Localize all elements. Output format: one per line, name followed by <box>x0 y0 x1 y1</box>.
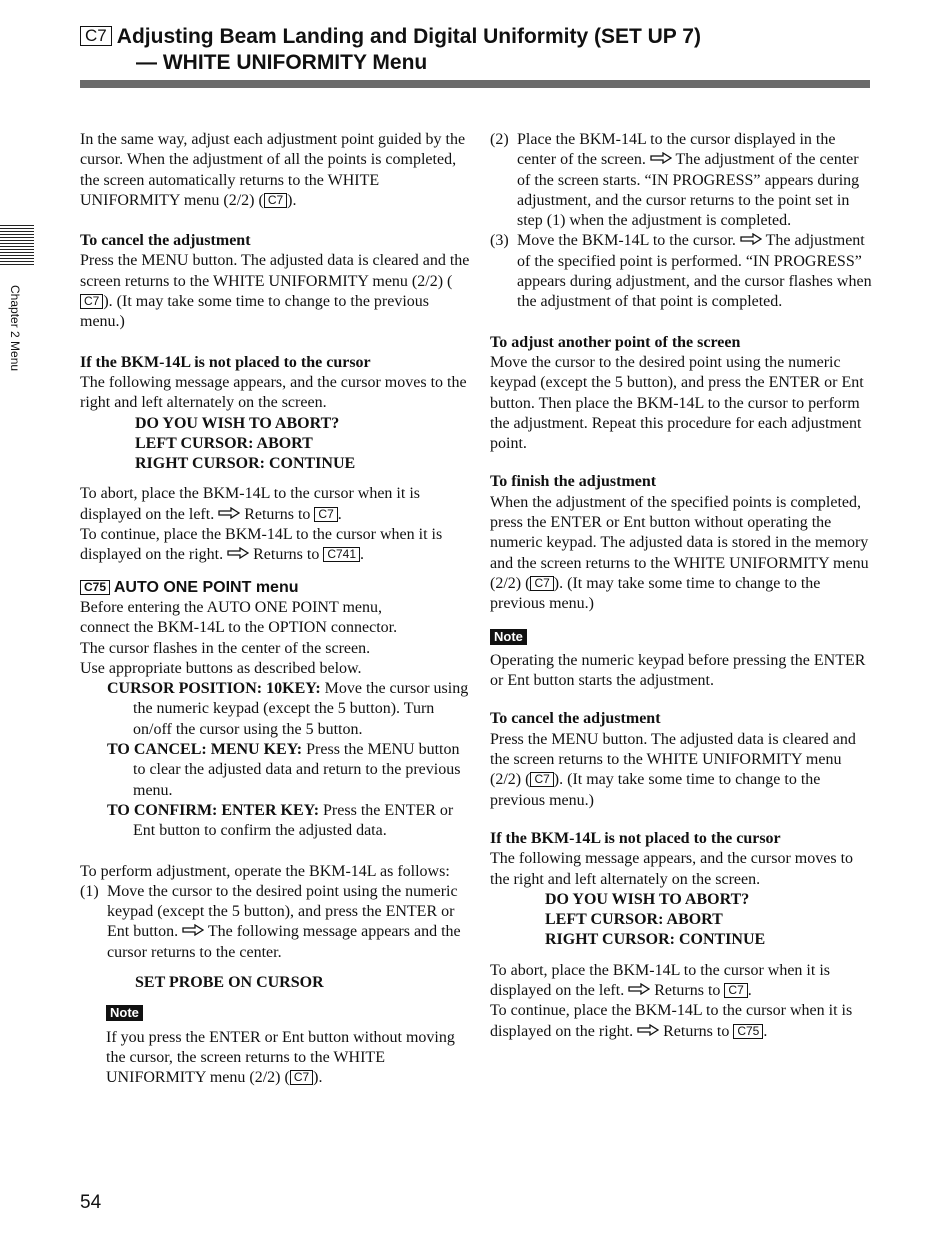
notplaced-paragraph: The following message appears, and the cursor moves to the right and left alternately on the screen. <box>490 850 854 888</box>
section-line-3: The cursor flashes in the center of the screen. <box>80 639 371 657</box>
another-paragraph: Move the cursor to the desired point using the numeric keypad (except the 5 button), and press the ENTER or Ent button. Then place the BKM-14L to the cursor to perform the adjustment. Repeat this procedure for each adjustment point. <box>490 353 864 453</box>
left-note <box>80 1003 470 1088</box>
arrow-right-icon <box>227 547 249 559</box>
ref-tag: C7 <box>314 507 337 522</box>
note-text: Operating the numeric keypad before pressing the ENTER or Ent button starts the adjustment. <box>490 651 866 690</box>
section-line-4: Use appropriate buttons as described below. <box>80 659 362 677</box>
continue-paragraph: To continue, place the BKM-14L to the cursor when it is displayed on the right. Returns to C741 . <box>80 526 443 564</box>
page-title <box>80 24 880 76</box>
section-tag: C7 <box>80 26 112 46</box>
finish-paragraph: When the adjustment of the specified points is completed, press the ENTER or Ent button without operating the numeric keypad. The adjusted data is stored in the memory and the screen returns to the WHITE UNIFORMITY menu (2/2) ( C7 ). (It may take some time to change to the previous menu.) <box>490 493 869 613</box>
title-line-1: Adjusting Beam Landing and Digital Uniformity (SET UP 7) <box>116 25 701 48</box>
notplaced-heading: If the BKM-14L is not placed to the cursor <box>80 353 371 371</box>
cancel-heading: To cancel the adjustment <box>80 232 251 250</box>
arrow-right-icon <box>637 1024 659 1036</box>
notplaced-heading: If the BKM-14L is not placed to the cursor <box>490 829 781 847</box>
arrow-right-icon <box>628 983 650 995</box>
page-number: 54 <box>80 1192 102 1213</box>
intro-paragraph: In the same way, adjust each adjustment point guided by the cursor. When the adjustment of all the points is completed, the screen automatically returns to the WHITE UNIFORMITY menu (2/2) ( C7 ). <box>80 131 466 209</box>
continue-paragraph: To continue, place the BKM-14L to the cursor when it is displayed on the right. Returns to C75 . <box>490 1002 853 1040</box>
item-cursor-position: CURSOR POSITION: 10KEY: Move the cursor using the numeric keypad (except the 5 button). Turn on/off the cursor using the 5 button. <box>107 680 469 738</box>
abort-message: DO YOU WISH TO ABORT? LEFT CURSOR: ABORT RIGHT CURSOR: CONTINUE <box>135 414 356 473</box>
ref-tag: C7 <box>290 1070 313 1085</box>
item-cancel: TO CANCEL: MENU KEY: Press the MENU button to clear the adjusted data and return to the previous menu. <box>107 741 461 799</box>
step-1: (1) Move the cursor to the desired point using the numeric keypad (except the 5 button), and press the ENTER or Ent button. The following message appears and the cursor returns to the center. <box>80 882 461 961</box>
arrow-right-icon <box>650 152 672 164</box>
right-column <box>490 130 875 1042</box>
item-confirm: TO CONFIRM: ENTER KEY: Press the ENTER or Ent button to confirm the adjusted data. <box>107 801 454 840</box>
ref-tag: C7 <box>264 193 287 208</box>
arrow-right-icon <box>182 924 204 936</box>
another-heading: To adjust another point of the screen <box>490 333 741 351</box>
probe-message: SET PROBE ON CURSOR <box>135 973 324 991</box>
step-3: (3) Move the BKM-14L to the cursor. The adjustment of the specified point is performed. “IN PROGRESS” appears during adjustment, and the cursor flashes when the adjustment of that point is completed. <box>490 232 872 311</box>
left-column <box>80 130 470 1088</box>
finish-heading: To finish the adjustment <box>490 473 657 491</box>
abort-message: DO YOU WISH TO ABORT? LEFT CURSOR: ABORT RIGHT CURSOR: CONTINUE <box>545 890 766 949</box>
section-line-1: Before entering the AUTO ONE POINT menu, <box>80 598 383 616</box>
note-text: If you press the ENTER or Ent button without moving the cursor, the screen returns to the WHITE UNIFORMITY menu (2/2) ( C7 ). <box>106 1028 455 1087</box>
abort-paragraph: To abort, place the BKM-14L to the cursor when it is displayed on the left. Returns to C7 . <box>80 485 420 523</box>
cancel-paragraph: Press the MENU button. The adjusted data is cleared and the screen returns to the WHITE UNIFORMITY menu (2/2) ( C7 ). (It may take some time to change to the previous menu.) <box>490 730 856 809</box>
ref-tag: C7 <box>80 294 103 309</box>
ref-tag: C7 <box>530 772 553 787</box>
ref-tag: C7 <box>530 576 553 591</box>
title-line-2: — WHITE UNIFORMITY Menu <box>136 51 428 74</box>
chapter-tab-stripes <box>0 225 34 267</box>
arrow-right-icon <box>218 507 240 519</box>
notplaced-paragraph: The following message appears, and the cursor moves to the right and left alternately on the screen. <box>80 373 467 412</box>
cancel-heading: To cancel the adjustment <box>490 710 661 728</box>
note-badge: Note <box>490 629 527 645</box>
section-line-2: connect the BKM-14L to the OPTION connector. <box>80 619 398 637</box>
note-badge: Note <box>106 1005 143 1021</box>
perform-paragraph: To perform adjustment, operate the BKM-14L as follows: <box>80 862 450 880</box>
chapter-tab <box>0 225 38 372</box>
ref-tag: C741 <box>323 547 360 562</box>
abort-paragraph: To abort, place the BKM-14L to the cursor when it is displayed on the left. Returns to C7 . <box>490 961 830 999</box>
ref-tag: C75 <box>733 1024 763 1039</box>
section-heading: C75 AUTO ONE POINT menu <box>80 578 470 598</box>
ref-tag: C7 <box>724 983 747 998</box>
chapter-label: Chapter 2 Menu <box>8 285 22 372</box>
cancel-paragraph: Press the MENU button. The adjusted data is cleared and the screen returns to the WHITE UNIFORMITY menu (2/2) (C7 ). (It may take some time to change to the previous menu.) <box>80 252 470 331</box>
step-2: (2) Place the BKM-14L to the cursor displayed in the center of the screen. The adjustment of the center of the screen starts. “IN PROGRESS” appears during adjustment, and the cursor returns to the point set in step (1) when the adjustment is completed. <box>490 131 860 230</box>
section-tag: C75 <box>80 580 110 595</box>
header-rule <box>80 80 870 88</box>
arrow-right-icon <box>740 233 762 245</box>
